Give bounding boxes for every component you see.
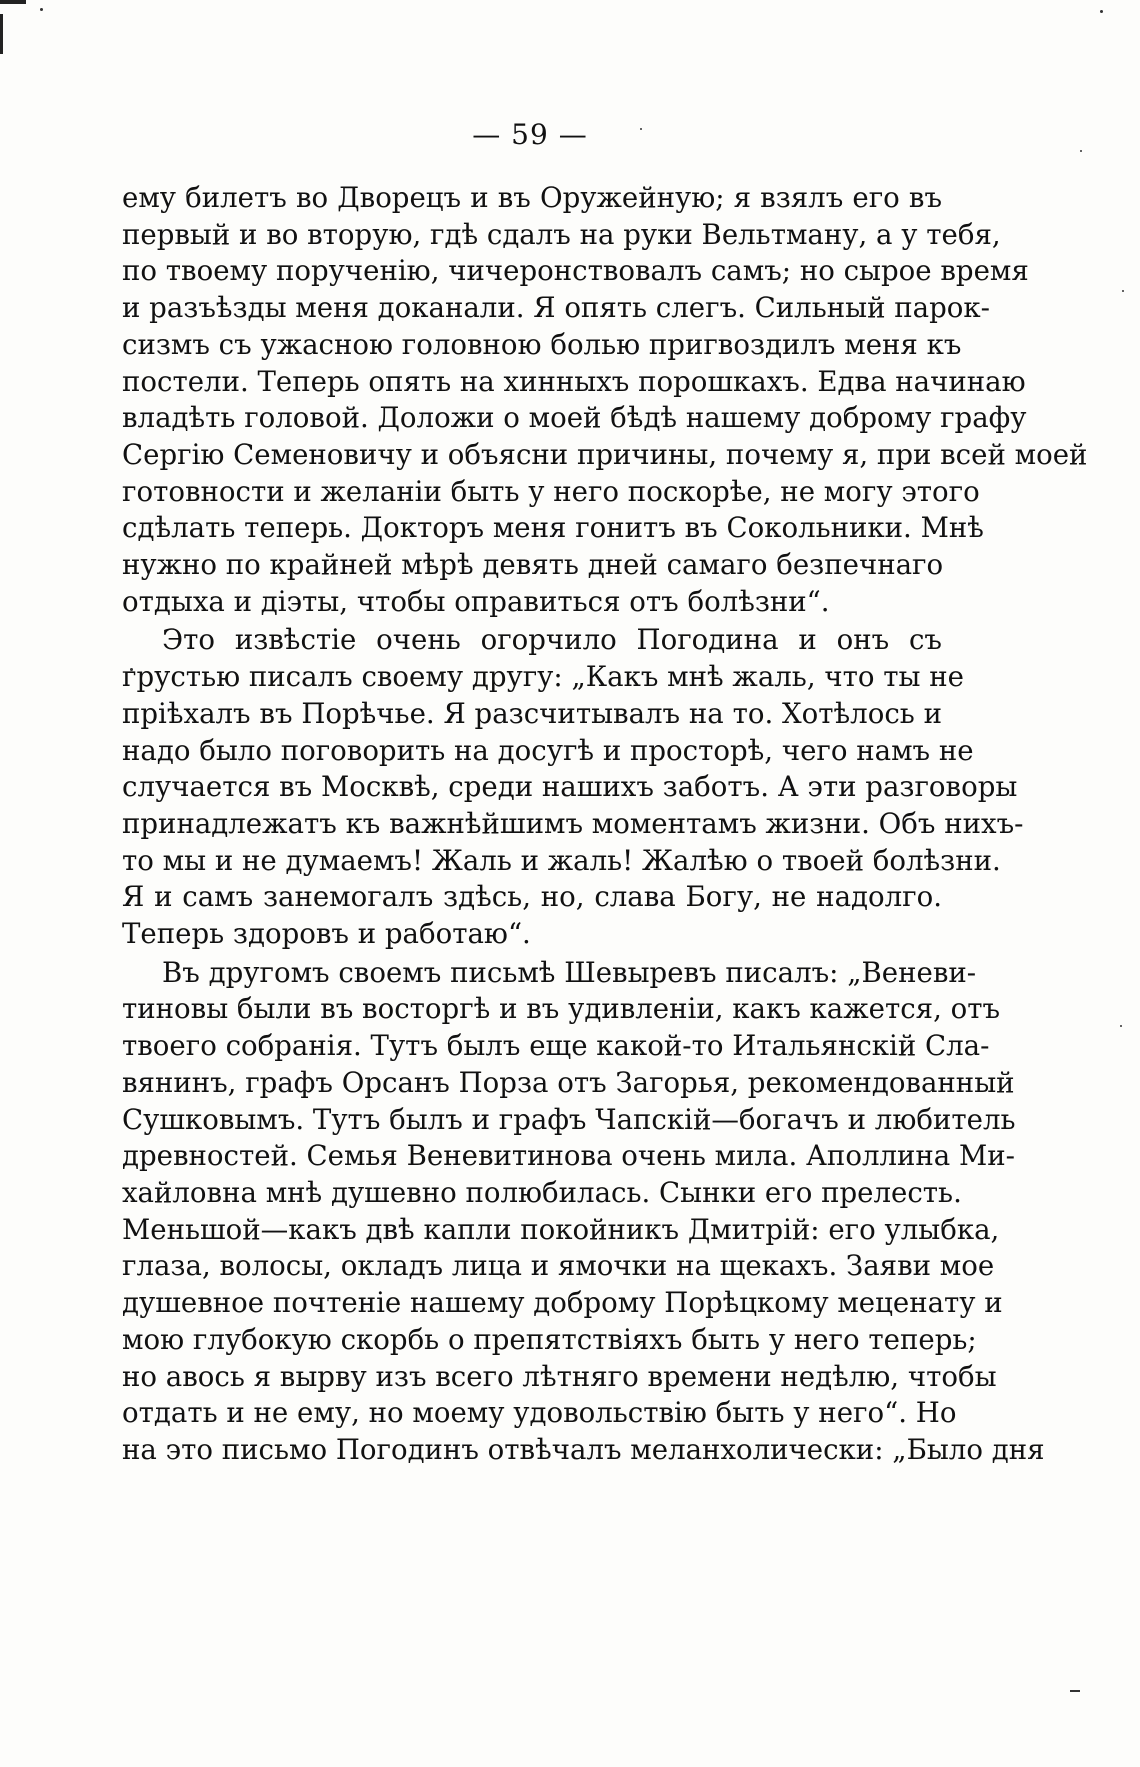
scan-edge-mark (0, 14, 3, 54)
paragraph (122, 180, 1088, 620)
text-line: пріѣхалъ въ Порѣчье. Я разсчитывалъ на то. Хотѣлось и (122, 696, 942, 730)
text-line: по твоему порученію, чичеронствовалъ самъ; но сырое время (122, 254, 1029, 288)
paragraph (122, 622, 1024, 952)
text-line: надо было поговорить на досугѣ и просторѣ, чего намъ не (122, 733, 974, 767)
text-line: ему билетъ во Дворецъ и въ Оружейную; я взялъ его въ (122, 181, 942, 214)
text-line: первый и во вторую, гдѣ сдалъ на руки Вельтману, а у тебя, (122, 217, 1001, 251)
text-line: постели. Теперь опять на хинныхъ порошкахъ. Едва начинаю (122, 364, 1026, 398)
text-line: готовности и желаніи быть у него поскорѣе, не могу этого (122, 474, 980, 508)
text-line: Въ другомъ своемъ письмѣ Шевыревъ писалъ: „Веневи- (162, 955, 977, 989)
scan-edge-mark (0, 0, 26, 4)
page-number: — 59 — (472, 118, 588, 151)
text-line: Я и самъ занемогалъ здѣсь, но, слава Богу, не надолго. (122, 880, 942, 914)
text-line: случается въ Москвѣ, среди нашихъ заботъ. А эти разговоры (122, 770, 1018, 804)
text-line: и разъѣзды меня доканали. Я опять слегъ. Сильный парок- (122, 291, 990, 325)
scan-speck (1080, 150, 1082, 152)
scan-speck (1100, 10, 1103, 13)
paragraph (122, 955, 1045, 1469)
text-line: Это извѣстіе очень огорчило Погодина и онъ съ (162, 623, 942, 657)
scan-speck (40, 8, 43, 11)
text-line: но авось я вырву изъ всего лѣтняго времени недѣлю, чтобы (122, 1359, 997, 1393)
body-text (122, 180, 1088, 1469)
text-line: на это письмо Погодинъ отвѣчалъ меланхолически: „Было дня (122, 1432, 1045, 1466)
text-line: тиновы были въ восторгѣ и въ удивленіи, какъ кажется, отъ (122, 992, 1001, 1026)
text-line: сдѣлать теперь. Докторъ меня гонитъ въ Сокольники. Мнѣ (122, 511, 984, 545)
text-line: вянинъ, графъ Орсанъ Порза отъ Загорья, рекомендованный (122, 1065, 1015, 1099)
text-line: древностей. Семья Веневитинова очень мила. Аполлина Ми- (122, 1139, 1015, 1173)
text-line: Сушковымъ. Тутъ былъ и графъ Чапскій—богачъ и любитель (122, 1102, 1016, 1136)
text-line: отдыха и діэты, чтобы оправиться отъ болѣзни“. (122, 584, 830, 618)
text-line: сизмъ съ ужасною головною болью пригвоздилъ меня къ (122, 327, 962, 361)
text-line: Меньшой—какъ двѣ капли покойникъ Дмитрій: его улыбка, (122, 1212, 1000, 1246)
text-line: грустью писалъ своему другу: „Какъ мнѣ жаль, что ты не (122, 660, 964, 694)
text-line: глаза, волосы, окладъ лица и ямочки на щекахъ. Заяви мое (122, 1249, 995, 1283)
text-line: твоего собранія. Тутъ былъ еще какой-то Итальянскій Сла- (122, 1029, 990, 1063)
text-line: душевное почтеніе нашему доброму Порѣцкому меценату и (122, 1286, 1003, 1320)
text-line: отдать и не ему, но моему удовольствію быть у него“. Но (122, 1396, 957, 1430)
text-line: нужно по крайней мѣрѣ девять дней самаго безпечнаго (122, 548, 944, 582)
scan-speck (1120, 1025, 1122, 1027)
text-line: Теперь здоровъ и работаю“. (122, 917, 531, 951)
text-line: то мы и не думаемъ! Жаль и жаль! Жалѣю о твоей болѣзни. (122, 843, 1001, 877)
text-line: принадлежатъ къ важнѣйшимъ моментамъ жизни. Объ нихъ- (122, 806, 1024, 840)
text-line: владѣть головой. Доложи о моей бѣдѣ нашему доброму графу (122, 401, 1027, 435)
text-line: хайловна мнѣ душевно полюбилась. Сынки его прелесть. (122, 1175, 962, 1209)
text-line: Сергію Семеновичу и объясни причины, почему я, при всей моей (122, 437, 1088, 471)
text-line: мою глубокую скорбь о препятствіяхъ быть у него теперь; (122, 1322, 977, 1356)
scan-speck (1070, 1690, 1080, 1692)
scan-speck (1122, 290, 1124, 292)
